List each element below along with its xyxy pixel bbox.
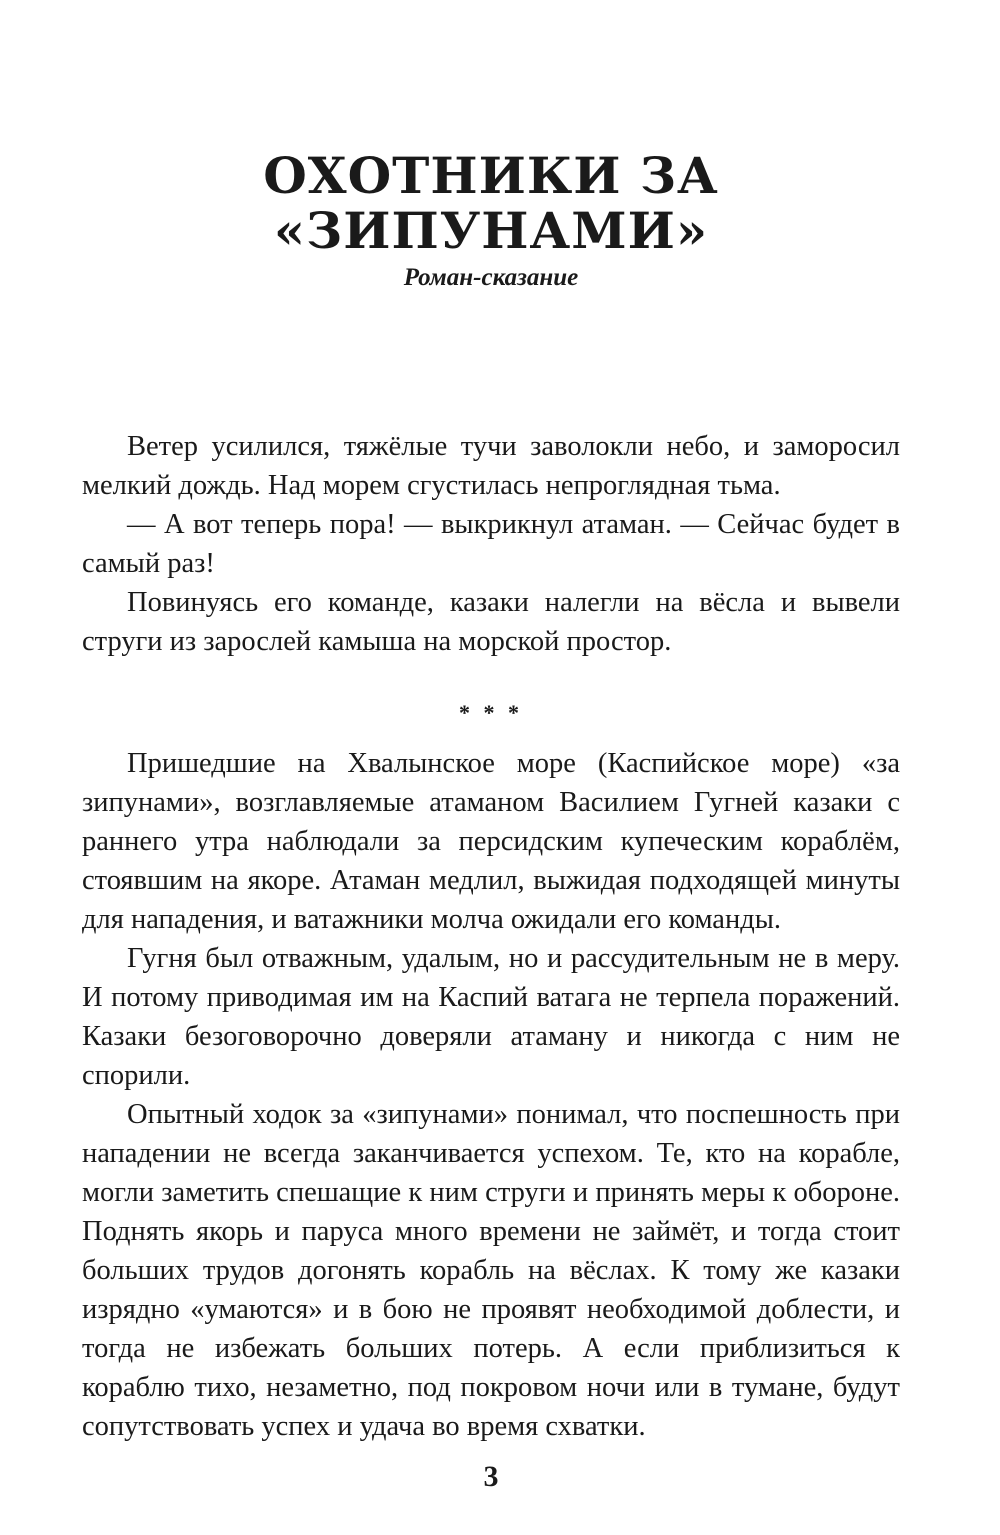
section-separator: * * * <box>459 700 523 725</box>
chapter-title: ОХОТНИКИ ЗА «ЗИПУНАМИ» <box>263 146 719 260</box>
paragraph: Ветер усилился, тяжёлые тучи заволокли небо, и заморосил мелкий дождь. Над морем сгустилась непроглядная тьма. <box>82 431 900 501</box>
paragraph: — А вот теперь пора! — выкрикнул атаман. — Сейчас будет в самый раз! <box>82 509 900 579</box>
book-page <box>82 0 900 1535</box>
chapter-subtitle: Роман-сказание <box>403 264 579 291</box>
page-number: 3 <box>483 1460 499 1493</box>
paragraph: Повинуясь его команде, казаки налегли на вёсла и вывели струги из зарослей камыша на морской простор. <box>82 587 900 657</box>
paragraph: Опытный ходок за «зипунами» понимал, что поспешность при нападении не всегда заканчивается успехом. Те, кто на корабле, могли заметить спешащие к ним струги и принять меры к обороне. Поднять якорь и паруса много времени не займёт, и тогда стоит больших трудов догонять корабль на вёслах. К тому же казаки изрядно «умаются» и в бою не проявят необходимой доблести, и тогда не избежать больших потерь. А если приблизиться к кораблю тихо, незаметно, под покровом ночи или в тумане, будут сопутствовать успех и удача во время схватки. <box>82 1099 900 1442</box>
text-block-main <box>82 744 900 1446</box>
paragraph: Гугня был отважным, удалым, но и рассудительным не в меру. И потому приводимая им на Каспий ватага не терпела поражений. Казаки безоговорочно доверяли атаману и никогда с ним не спорили. <box>82 943 900 1091</box>
text-block-intro <box>82 427 900 661</box>
paragraph: Пришедшие на Хвалынское море (Каспийское море) «за зипунами», возглавляемые атаманом Василием Гугней казаки с раннего утра наблюдали за персидским купеческим кораблём, стоявшим на якоре. Атаман медлил, выжидая подходящей минуты для нападения, и ватажники молча ожидали его команды. <box>82 748 900 935</box>
